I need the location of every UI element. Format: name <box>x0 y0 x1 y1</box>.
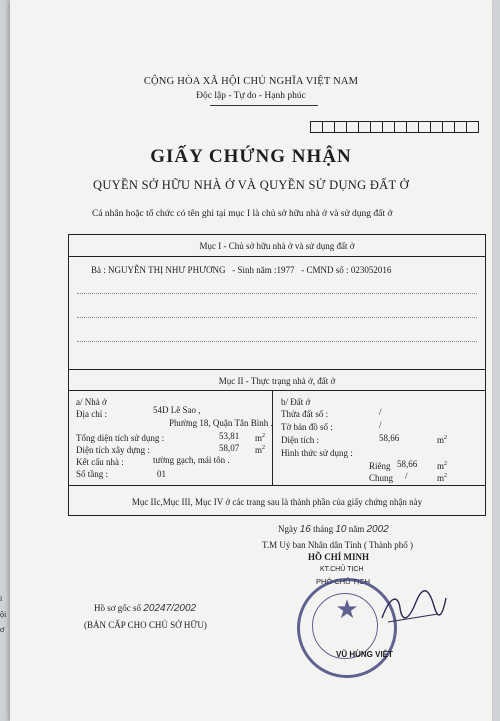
signature <box>378 588 448 628</box>
address-label: Địa chỉ : <box>76 409 107 419</box>
owner-name: NGUYỄN THỊ NHƯ PHƯƠNG <box>108 265 226 275</box>
authority-line: T.M Uỷ ban Nhân dân Tỉnh ( Thành phố ) <box>262 540 413 550</box>
section2-header: Mục II - Thực trạng nhà ở, đất ở <box>218 376 336 386</box>
serial-number-boxes <box>310 121 479 133</box>
signer-name: VŨ HÙNG VIỆT <box>336 650 393 659</box>
private-area: 58,66 <box>397 459 418 469</box>
land-heading: b/ Đất ở <box>281 397 311 407</box>
address-line1: 54D Lê Sao , <box>153 405 201 415</box>
build-area-label: Diện tích xây dựng : <box>76 445 150 455</box>
structure: tường gạch, mái tôn . <box>153 455 230 465</box>
map-sheet: / <box>379 420 382 430</box>
certificate-table: Mục I - Chủ sở hữu nhà ở và sử dụng đất ở Bà : NGUYỄN THỊ NHƯ PHƯƠNG - Sinh năm :1977 - CMND số : 023052016 Mục II - Thực trạng nhà ở, đất ở a/ Nhà ở Địa chỉ : 54D Lê Sao , Phường 18, Quận Tân Bình . Tổng diện tích sử dụng : 53,81 $m^2$ Diện tích xây dựng : 58,07 $m^2$ Kết cấu nhà : tường gạch, mái tôn . Số tầng : 01 b/ Đất ở Thửa đất số : / Tờ bản đồ số : / Diện tích : 58,66 $m^2$ Hình thức sử dụng : Riêng 58,66 $m^2$ Chung / $m^2$ Mục IIc,Mục III, Mục IV ở các trang sau là thành phần của giấy chứng nhận này <box>68 234 486 516</box>
floors: 01 <box>157 469 166 479</box>
parcel: / <box>379 407 382 417</box>
motto-underline <box>210 105 318 106</box>
edge-fragment-b: ội <box>0 610 7 619</box>
edge-fragment-a: i <box>0 594 3 603</box>
private-label: Riêng <box>369 461 391 471</box>
edge-fragment-c: ơ <box>0 625 5 634</box>
intro-text: Cá nhân hoặc tổ chức có tên ghi tại mục I là chủ sở hữu nhà ở và sử dụng đất ở <box>92 209 393 219</box>
land-area-label: Diện tích : <box>281 435 319 445</box>
birth-year: 1977 <box>276 265 295 275</box>
authority-city: HỒ CHÍ MINH <box>308 552 370 562</box>
map-label: Tờ bản đồ số : <box>281 422 333 432</box>
section1-header: Mục I - Chủ sở hữu nhà ở và sử dụng đất ở <box>199 241 355 251</box>
star-icon: ★ <box>335 595 359 624</box>
certificate-subtitle: QUYỀN SỞ HỮU NHÀ Ở VÀ QUYỀN SỬ DỤNG ĐẤT Ở <box>93 178 409 192</box>
floors-label: Số tầng : <box>76 469 109 479</box>
divider <box>69 256 485 257</box>
build-area: 58,07 <box>219 443 240 453</box>
structure-label: Kết cấu nhà : <box>76 457 124 467</box>
common-label: Chung <box>369 473 394 483</box>
motto: Độc lập - Tự do - Hạnh phúc <box>196 91 306 101</box>
owner-line: Bà : NGUYỄN THỊ NHƯ PHƯƠNG - Sinh năm :1977 - CMND số : 023052016 <box>91 265 392 275</box>
common-area: / <box>405 471 408 481</box>
vice-chairman: PHÓ CHỦ TỊCH <box>316 577 371 586</box>
file-number: Hồ sơ gốc số 20247/2002 <box>94 603 197 614</box>
issue-date: Ngày 16 tháng 10 năm 2002 <box>278 524 389 535</box>
nation-header: CỘNG HÒA XÃ HỘI CHỦ NGHĨA VIỆT NAM <box>143 76 359 87</box>
certificate-title: GIẤY CHỨNG NHẬN <box>150 146 352 167</box>
floor-area-label: Tổng diện tích sử dụng : <box>76 433 165 443</box>
address-line2: Phường 18, Quận Tân Bình . <box>169 418 273 428</box>
kt-chairman: KT.CHỦ TỊCH <box>320 566 364 573</box>
house-heading: a/ Nhà ở <box>76 397 107 407</box>
certificate-page <box>10 0 492 721</box>
parcel-label: Thửa đất số : <box>281 409 329 419</box>
footer-note: Mục IIc,Mục III, Mục IV ở các trang sau là thành phần của giấy chứng nhận này <box>131 497 423 507</box>
id-number: 023052016 <box>350 265 392 275</box>
land-area: 58,66 <box>379 433 400 443</box>
floor-area: 53,81 <box>219 431 240 441</box>
usage-label: Hình thức sử dụng : <box>281 448 353 458</box>
copy-note: (BẢN CẤP CHO CHỦ SỞ HỮU) <box>84 620 207 630</box>
